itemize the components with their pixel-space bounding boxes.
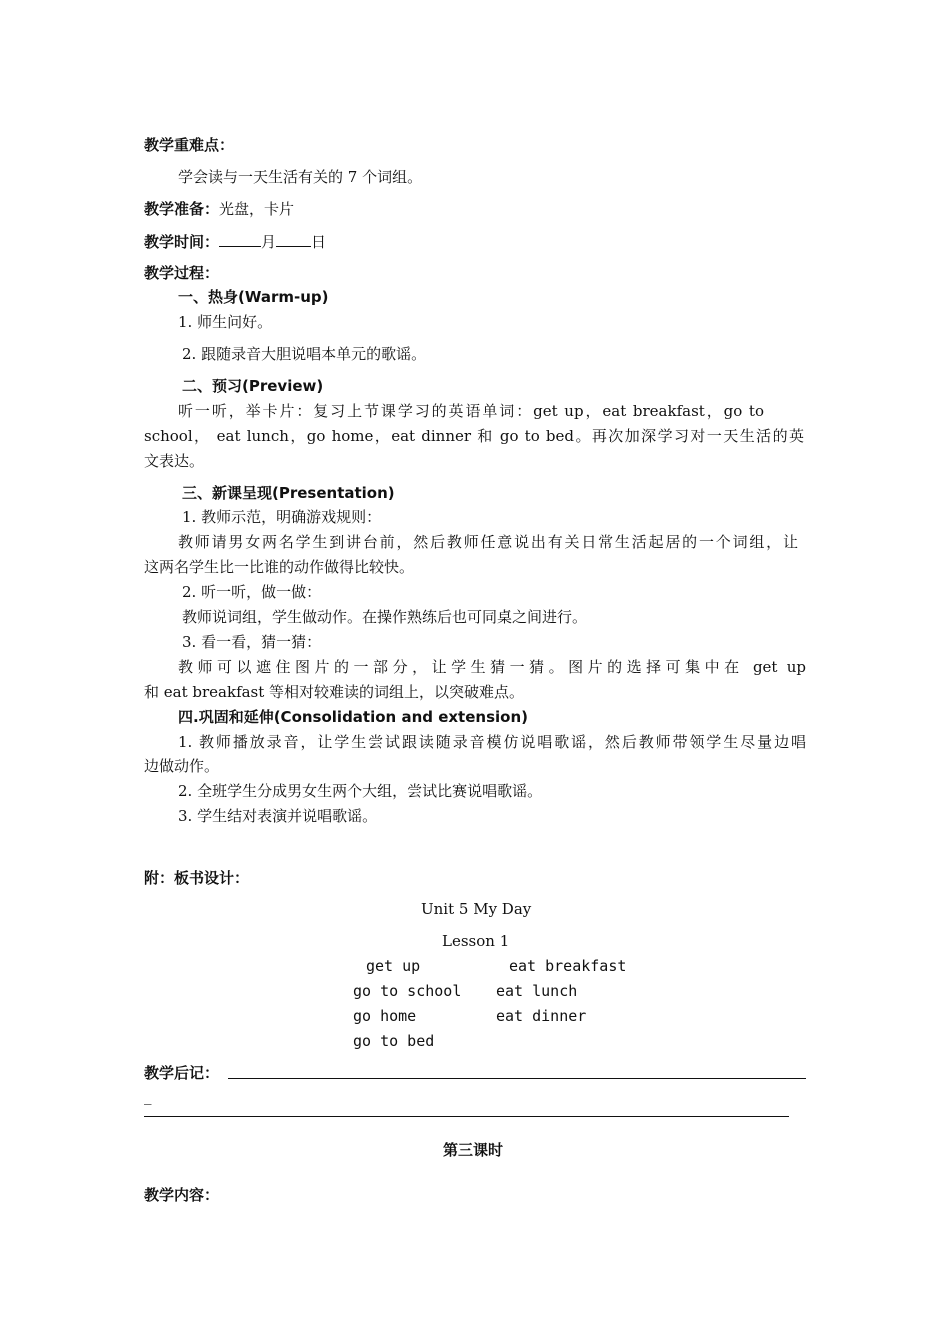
board-phrase: eat dinner: [496, 1007, 587, 1025]
postscript-line: [228, 1078, 806, 1079]
consolidation-title: 四.巩固和延伸(Consolidation and extension): [178, 708, 528, 726]
presentation-line-4: 2. 听一听，做一做：: [182, 583, 322, 601]
preview-line-2: school， eat lunch，go home，eat dinner 和 go to bed。再次加深学习对一天生活的英: [144, 427, 804, 445]
board-phrase: go home: [353, 1007, 417, 1025]
board-phrase: go to school: [353, 982, 462, 1000]
warmup-item-2: 2. 跟随录音大胆说唱本单元的歌谣。: [182, 345, 427, 363]
warmup-title: 一、热身(Warm-up): [178, 288, 329, 306]
board-lesson-title: Lesson 1: [442, 932, 510, 950]
month-label: 月: [261, 233, 277, 251]
preparation-label: 教学准备：: [144, 200, 220, 218]
postscript-dash: _: [144, 1087, 152, 1105]
presentation-line-3: 这两名学生比一比谁的动作做得比较快。: [144, 558, 415, 576]
board-unit-title: Unit 5 My Day: [421, 900, 532, 918]
preparation-line: [144, 199, 294, 219]
process-heading: 教学过程：: [144, 264, 220, 282]
teaching-time-label: 教学时间：: [144, 233, 220, 251]
presentation-title: 三、新课呈现(Presentation): [182, 484, 395, 502]
third-lesson-title: 第三课时: [443, 1141, 504, 1159]
preview-title: 二、预习(Preview): [182, 377, 324, 395]
board-phrase: go to bed: [353, 1032, 435, 1050]
presentation-line-7: 教师可以遮住图片的一部分，让学生猜一猜。图片的选择可集中在 get up: [178, 658, 806, 676]
month-blank: [219, 231, 261, 247]
preview-line-1: 听一听，举卡片：复习上节课学习的英语单词：get up，eat breakfast，go to: [178, 402, 764, 420]
board-phrase: get up: [366, 957, 421, 975]
presentation-line-6: 3. 看一看，猜一猜：: [182, 633, 322, 651]
consolidation-line-3: 2. 全班学生分成男女生两个大组，尝试比赛说唱歌谣。: [178, 782, 543, 800]
preview-line-3: 文表达。: [144, 452, 205, 470]
consolidation-line-4: 3. 学生结对表演并说唱歌谣。: [178, 807, 378, 825]
presentation-line-5: 教师说词组，学生做动作。在操作熟练后也可同桌之间进行。: [182, 608, 588, 626]
consolidation-line-1: 1. 教师播放录音，让学生尝试跟读随录音模仿说唱歌谣，然后教师带领学生尽量边唱: [178, 733, 806, 751]
postscript-label: 教学后记：: [144, 1064, 220, 1082]
board-phrase: eat lunch: [496, 982, 578, 1000]
consolidation-line-2: 边做动作。: [144, 757, 220, 775]
preparation-value: 光盘，卡片: [219, 200, 295, 218]
presentation-line-8: 和 eat breakfast 等相对较难读的词组上，以突破难点。: [144, 683, 525, 701]
presentation-line-1: 1. 教师示范，明确游戏规则：: [182, 508, 382, 526]
board-phrase: eat breakfast: [509, 957, 627, 975]
key-points-text: 学会读与一天生活有关的 7 个词组。: [178, 168, 423, 186]
key-points-heading: 教学重难点：: [144, 136, 235, 154]
section-divider: [144, 1116, 789, 1117]
presentation-line-2: 教师请男女两名学生到讲台前，然后教师任意说出有关日常生活起居的一个词组，让: [178, 533, 798, 551]
day-blank: [276, 231, 311, 247]
third-lesson-content-label: 教学内容：: [144, 1186, 220, 1204]
board-heading: 附：板书设计：: [144, 869, 250, 887]
teaching-time-line: [144, 231, 326, 252]
warmup-item-1: 1. 师生问好。: [178, 313, 273, 331]
day-label: 日: [311, 233, 327, 251]
